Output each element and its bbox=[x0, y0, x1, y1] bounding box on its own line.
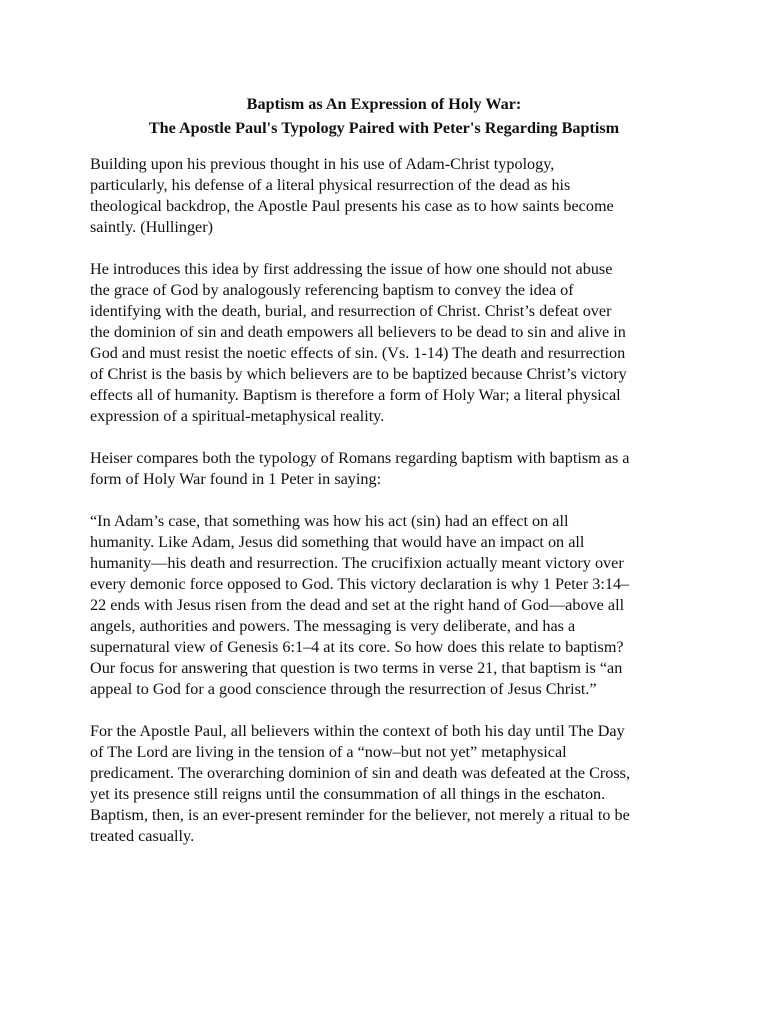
paragraph-line: appeal to God for a good conscience through the resurrection of Jesus Christ.” bbox=[90, 680, 597, 698]
paragraph-line: “In Adam’s case, that something was how his act (sin) had an effect on all bbox=[90, 512, 569, 530]
paragraph-line: effects all of humanity. Baptism is therefore a form of Holy War; a literal physical bbox=[90, 386, 621, 404]
paragraph-line: of The Lord are living in the tension of a “now–but not yet” metaphysical bbox=[90, 743, 567, 761]
paragraph-line: form of Holy War found in 1 Peter in saying: bbox=[90, 470, 382, 488]
title-line-2: The Apostle Paul's Typology Paired with Peter's Regarding Baptism bbox=[148, 119, 620, 137]
paragraph-line: For the Apostle Paul, all believers within the context of both his day until The Day bbox=[90, 722, 625, 740]
paragraph-line: the dominion of sin and death empowers all believers to be dead to sin and alive in bbox=[90, 323, 626, 341]
paragraph-line: humanity. Like Adam, Jesus did something that would have an impact on all bbox=[90, 533, 585, 551]
paragraph-line: theological backdrop, the Apostle Paul presents his case as to how saints become bbox=[90, 197, 614, 215]
paragraph-5 bbox=[90, 721, 690, 847]
paragraph-3 bbox=[90, 448, 690, 490]
paragraph-line: treated casually. bbox=[90, 827, 195, 845]
paragraph-line: every demonic force opposed to God. This victory declaration is why 1 Peter 3:14– bbox=[90, 575, 630, 593]
paragraph-line: yet its presence still reigns until the consummation of all things in the eschaton. bbox=[90, 785, 606, 803]
paragraph-line: of Christ is the basis by which believers are to be baptized because Christ’s victory bbox=[90, 365, 627, 383]
paragraph-line: Heiser compares both the typology of Romans regarding baptism with baptism as a bbox=[90, 449, 630, 467]
paragraph-line: Our focus for answering that question is two terms in verse 21, that baptism is “an bbox=[90, 659, 623, 677]
paragraph-line: identifying with the death, burial, and resurrection of Christ. Christ’s defeat over bbox=[90, 302, 612, 320]
quotation-paragraph bbox=[90, 511, 690, 700]
paragraph-line: humanity—his death and resurrection. The crucifixion actually meant victory over bbox=[90, 554, 624, 572]
paragraph-line: particularly, his defense of a literal physical resurrection of the dead as his bbox=[90, 176, 571, 194]
paragraph-line: saintly. (Hullinger) bbox=[90, 218, 214, 236]
paragraph-line: supernatural view of Genesis 6:1–4 at its core. So how does this relate to baptism? bbox=[90, 638, 624, 656]
paragraph-line: expression of a spiritual-metaphysical reality. bbox=[90, 407, 385, 425]
title-line-1: Baptism as An Expression of Holy War: bbox=[246, 95, 522, 113]
document-body bbox=[90, 154, 690, 868]
paragraph-line: He introduces this idea by first addressing the issue of how one should not abuse bbox=[90, 260, 613, 278]
paragraph-line: Baptism, then, is an ever-present reminder for the believer, not merely a ritual to be bbox=[90, 806, 630, 824]
paragraph-line: God and must resist the noetic effects of sin. (Vs. 1-14) The death and resurrection bbox=[90, 344, 626, 362]
paragraph-line: 22 ends with Jesus risen from the dead and set at the right hand of God—above all bbox=[90, 596, 625, 614]
paragraph-1 bbox=[90, 154, 690, 238]
paragraph-line: Building upon his previous thought in his use of Adam-Christ typology, bbox=[90, 155, 555, 173]
paragraph-line: the grace of God by analogously referencing baptism to convey the idea of bbox=[90, 281, 574, 299]
paragraph-2 bbox=[90, 259, 690, 427]
paragraph-line: angels, authorities and powers. The messaging is very deliberate, and has a bbox=[90, 617, 576, 635]
paragraph-line: predicament. The overarching dominion of sin and death was defeated at the Cross, bbox=[90, 764, 631, 782]
document-title bbox=[60, 92, 708, 140]
